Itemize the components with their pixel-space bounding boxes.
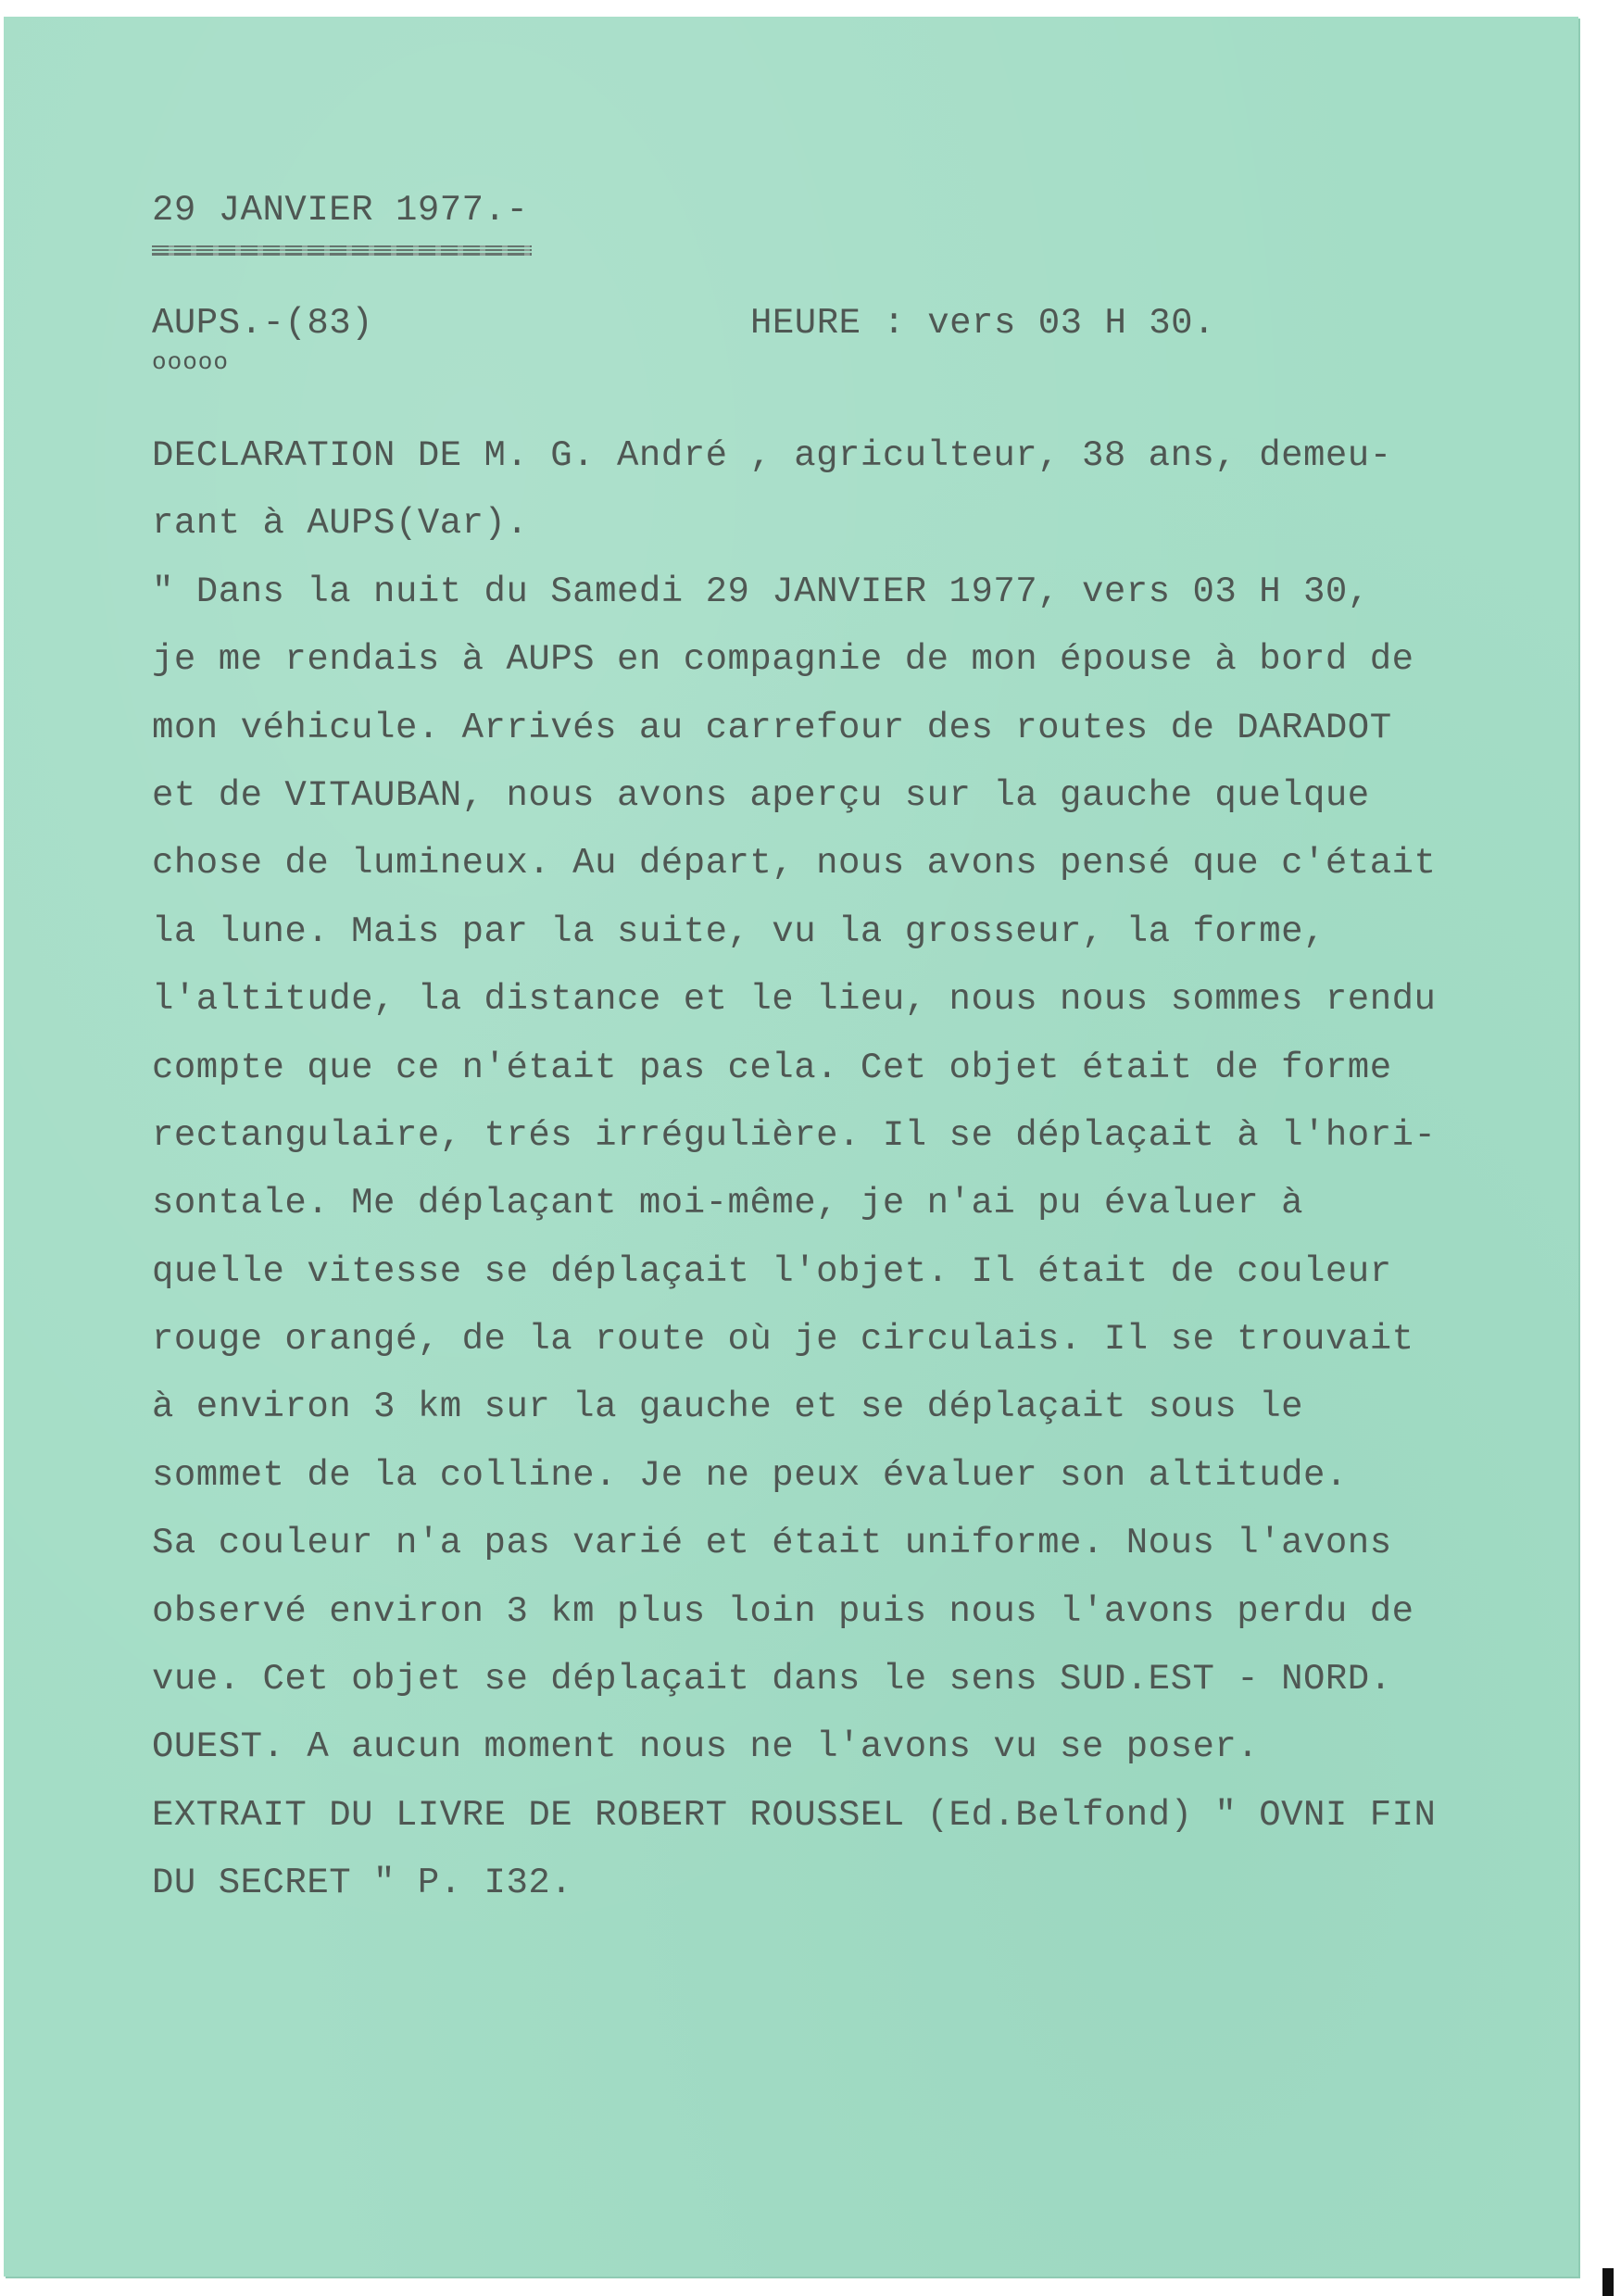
text-line: chose de lumineux. Au départ, nous avons pensé que c'était xyxy=(152,843,1437,885)
document-date: 29 JANVIER 1977.- xyxy=(152,190,529,231)
text-line: EXTRAIT DU LIVRE DE ROBERT ROUSSEL (Ed.Belfond) " OVNI FIN xyxy=(152,1794,1437,1836)
text-line: " Dans la nuit du Samedi 29 JANVIER 1977, vers 03 H 30, xyxy=(152,571,1370,612)
text-line: DECLARATION DE M. G. André , agriculteur, 38 ans, demeu- xyxy=(152,435,1392,476)
text-line: sontale. Me déplaçant moi-même, je n'ai pu évaluer à xyxy=(152,1183,1303,1224)
text-line: la lune. Mais par la suite, vu la grosseur, la forme, xyxy=(152,910,1326,952)
text-line: DU SECRET " P. I32. xyxy=(152,1863,573,1904)
typed-page xyxy=(4,17,1578,2277)
text-line: OUEST. A aucun moment nous ne l'avons vu se poser. xyxy=(152,1726,1260,1768)
text-line: et de VITAUBAN, nous avons aperçu sur la gauche quelque xyxy=(152,774,1370,816)
text-line: rouge orangé, de la route où je circulais. Il se trouvait xyxy=(152,1319,1414,1361)
text-line: observé environ 3 km plus loin puis nous l'avons perdu de xyxy=(152,1590,1414,1632)
text-line: rectangulaire, trés irrégulière. Il se déplaçait à l'hori- xyxy=(152,1114,1437,1156)
text-line: quelle vitesse se déplaçait l'objet. Il était de couleur xyxy=(152,1250,1392,1292)
text-line: compte que ce n'était pas cela. Cet objet était de forme xyxy=(152,1047,1392,1088)
text-line: sommet de la colline. Je ne peux évaluer son altitude. xyxy=(152,1454,1348,1496)
text-line: vue. Cet objet se déplaçait dans le sens SUD.EST - NORD. xyxy=(152,1659,1392,1700)
text-line: rant à AUPS(Var). xyxy=(152,503,529,545)
text-line: Sa couleur n'a pas varié et était uniforme. Nous l'avons xyxy=(152,1523,1392,1564)
text-line: je me rendais à AUPS en compagnie de mon épouse à bord de xyxy=(152,639,1414,681)
text-line: à environ 3 km sur la gauche et se déplaçait sous le xyxy=(152,1386,1303,1428)
text-line: l'altitude, la distance et le lieu, nous nous sommes rendu xyxy=(152,979,1437,1021)
location-underline: ooooo xyxy=(152,348,230,376)
time-heading: HEURE : vers 03 H 30. xyxy=(750,303,1215,344)
declaration-body xyxy=(152,422,1560,1918)
text-line: mon véhicule. Arrivés au carrefour des routes de DARADOT xyxy=(152,707,1392,748)
date-double-underline xyxy=(152,245,532,256)
scan-edge-mark xyxy=(1602,2268,1614,2296)
location-heading: AUPS.-(83) xyxy=(152,303,374,344)
